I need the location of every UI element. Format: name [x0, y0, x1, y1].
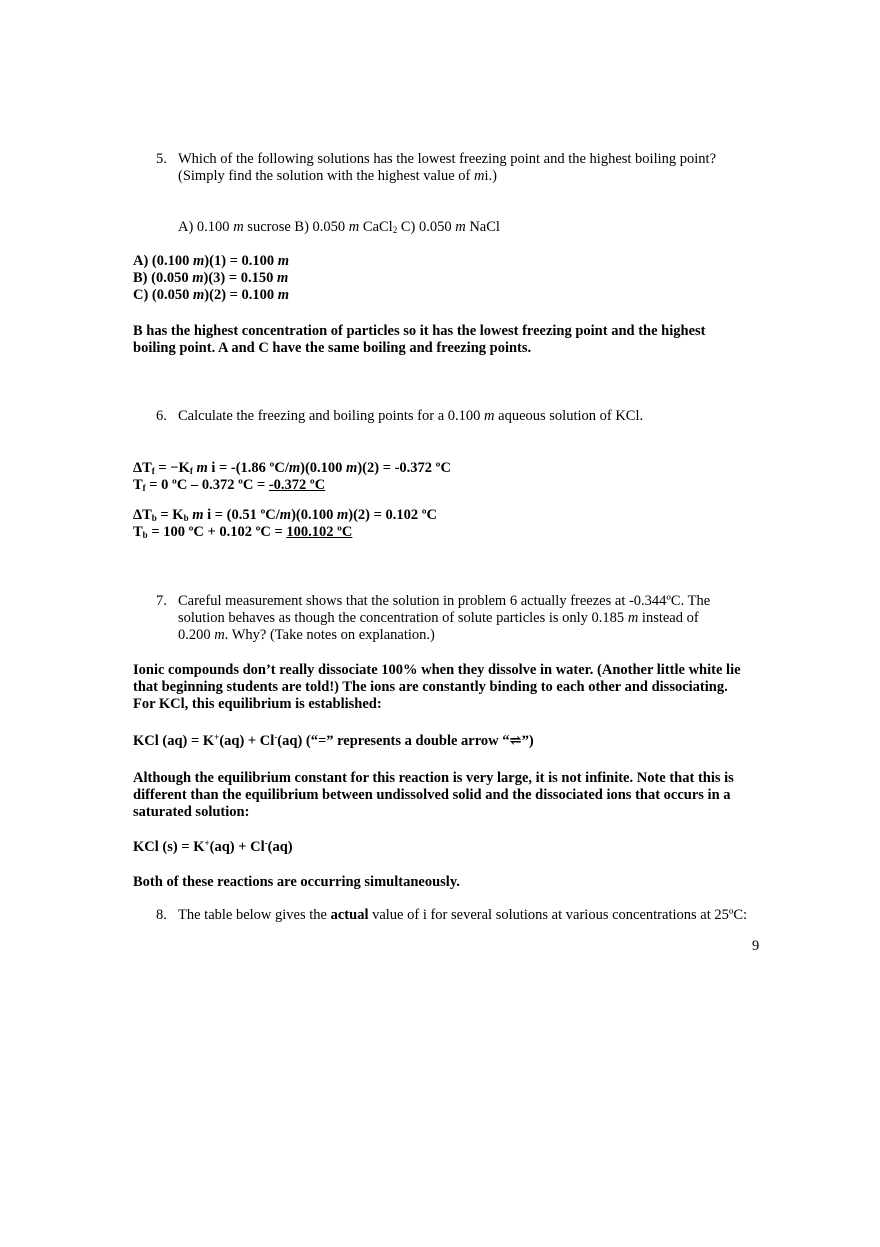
answer-calculations: A) (0.100 m)(1) = 0.100 m B) (0.050 m)(3) = 0.150 m C) (0.050 m)(2) = 0.100 m [133, 253, 290, 303]
equilibrium-equation-aq: KCl (aq) = K+(aq) + Cl-(aq) (“=” represents a double arrow “⇌”) [133, 732, 534, 749]
answer-conclusion: B has the highest concentration of particles so it has the lowest freezing point and the highest boiling point. A and C have the same boiling and freezing points. [133, 323, 706, 356]
explanation-paragraph-2: Although the equilibrium constant for this reaction is very large, it is not infinite. Note that this is different than the equilibrium between undissolved solid and the dissociated ions that occurs in a saturated solution: [133, 770, 734, 820]
document-page: 5. Which of the following solutions has the lowest freezing point and the highest boiling point? (Simply find the solution with the highest value of mi.) A) 0.100 m sucrose B) 0.050 m CaCl$_2$ C) 0.050 m NaCl A) (0.100 m)(1) = 0.100 m B) (0.050 m)(3) = 0.150 m C) (0.050 m)(2) = 0.100 m B has the highest concentration of particles so it has the lowest freezing point and the highest boiling point. A and C have the same boiling and freezing points. 6. Calculate the freezing and boiling points for a 0.100 m aqueous solution of KCl. $\Delta T_f = -K_f$ m i = -(1.86 ºC/m)(0.100 m)(2) = -0.372 ºC $T_f = 0$ ºC – 0.372 ºC = -0.372 ºC $\Delta T_b = K_b$ m i = (0.51 ºC/m)(0.100 m)(2) = 0.102 ºC $T_b = 100$ ºC + 0.102 ºC = 100.102 ºC 7. Careful measurement shows that the solution in problem 6 actually freezes at -0.344ºC. The solution behaves as though the concentration of solute particles is only 0.185 m instead of 0.200 m. Why? (Take notes on explanation.) Ionic compounds don’t really dissociate 100% when they dissolve in water. (Another little white lie that beginning students are told!) The ions are constantly binding to each other and dissociating. For KCl, this equilibrium is established: KCl (aq) = K+(aq) + Cl-(aq) (“=” represents a double arrow “⇌”) Although the equilibrium constant for this reaction is very large, it is not infinite. Note that this is different than the equilibrium between undissolved solid and the dissociated ions that occurs in a saturated solution: KCl (s) = K+(aq) + Cl-(aq) Both of these reactions are occurring simultaneously. 8. The table below gives the actual value of i for several solutions at various concentrations at 25ºC: 9 [0, 0, 880, 1247]
freezing-point-calculation: $\Delta T_f = -K_f$ m i = -(1.86 ºC/m)(0.100 m)(2) = -0.372 ºC $T_f = 0$ ºC – 0.372 ºC = -0.372 ºC [133, 460, 451, 493]
boiling-point-answer: 100.102 ºC [286, 524, 353, 540]
equilibrium-equation-solid: KCl (s) = K+(aq) + Cl-(aq) [133, 838, 293, 855]
question-text: Which of the following solutions has the lowest freezing point and the highest boiling point? (Simply find the solution with the highest value of mi.) [178, 151, 717, 184]
page-number: 9 [752, 938, 760, 954]
question-text: Careful measurement shows that the solution in problem 6 actually freezes at -0.344ºC. The solution behaves as though the concentration of solute particles is only 0.185 m instead of 0.200 m. Why? (Take notes on explanation.) [178, 593, 711, 643]
explanation-paragraph-3: Both of these reactions are occurring simultaneously. [133, 874, 460, 890]
question-number: 6. [156, 408, 167, 424]
explanation-paragraph-1: Ionic compounds don’t really dissociate 100% when they dissolve in water. (Another little white lie that beginning students are told!) The ions are constantly binding to each other and dissociating. For KCl, this equilibrium is established: [133, 662, 741, 712]
question-text: Calculate the freezing and boiling points for a 0.100 m aqueous solution of KCl. [178, 408, 644, 424]
question-number: 5. [156, 151, 167, 167]
freezing-point-answer: -0.372 ºC [268, 477, 326, 493]
question-number: 7. [156, 593, 167, 609]
question-number: 8. [156, 907, 167, 923]
question-text: The table below gives the actual value of i for several solutions at various concentrations at 25ºC: [178, 907, 748, 923]
boiling-point-calculation: $\Delta T_b = K_b$ m i = (0.51 ºC/m)(0.100 m)(2) = 0.102 ºC $T_b = 100$ ºC + 0.102 ºC = 100.102 ºC [133, 507, 438, 540]
